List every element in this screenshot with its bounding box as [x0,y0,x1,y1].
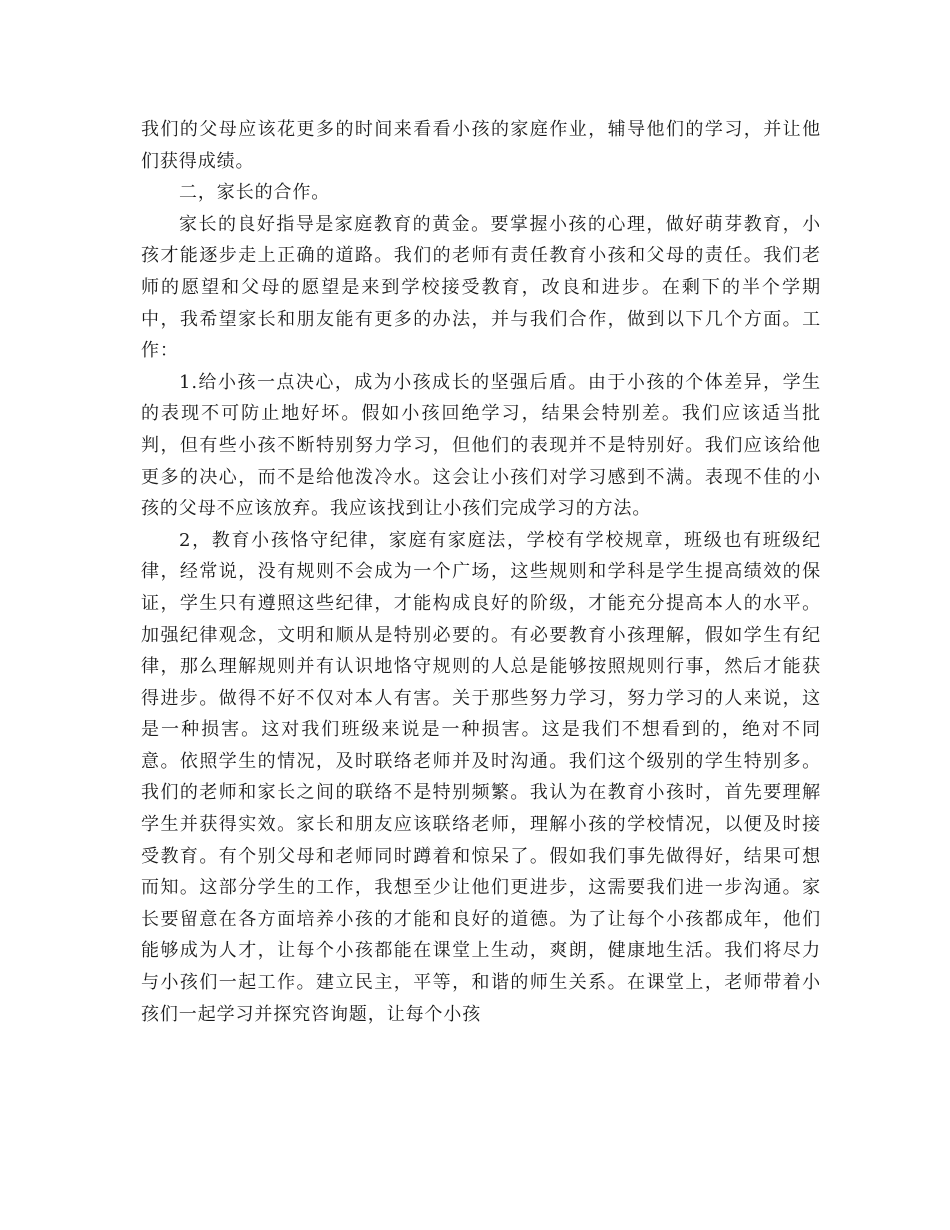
paragraph-item-2: 2，教育小孩恪守纪律，家庭有家庭法，学校有学校规章，班级也有班级纪律，经常说，没有规则不会成为一个广场，这些规则和学科是学生提高绩效的保证，学生只有遵照这些纪律，才能构成良好的阶级，才能充分提高本人的水平。加强纪律观念，文明和顺从是特别必要的。有必要教育小孩理解，假如学生有纪律，那么理解规则并有认识地恪守规则的人总是能够按照规则行事，然后才能获得进步。做得不好不仅对本人有害。关于那些努力学习，努力学习的人来说，这是一种损害。这对我们班级来说是一种损害。这是我们不想看到的，绝对不同意。依照学生的情况，及时联络老师并及时沟通。我们这个级别的学生特别多。我们的老师和家长之间的联络不是特别频繁。我认为在教育小孩时，首先要理解学生并获得实效。家长和朋友应该联络老师，理解小孩的学校情况，以便及时接受教育。有个别父母和老师同时蹲着和惊呆了。假如我们事先做得好，结果可想而知。这部分学生的工作，我想至少让他们更进步，这需要我们进一步沟通。家长要留意在各方面培养小孩的才能和良好的道德。为了让每个小孩都成年，他们能够成为人才，让每个小孩都能在课堂上生动，爽朗，健康地生活。我们将尽力与小孩们一起工作。建立民主，平等，和谐的师生关系。在课堂上，老师带着小孩们一起学习并探究咨询题，让每个小孩 [141,529,821,1025]
paragraph-continuation: 我们的父母应该花更多的时间来看看小孩的家庭作业，辅导他们的学习，并让他们获得成绩。 [141,119,821,172]
section-heading: 二，家长的合作。 [179,182,331,204]
paragraph-item-1: 1.给小孩一点决心，成为小孩成长的坚强后盾。由于小孩的个体差异，学生的表现不可防止地好坏。假如小孩回绝学习，结果会特别差。我们应该适当批判，但有些小孩不断特别努力学习，但他们的表现并不是特别好。我们应该给他更多的决心，而不是给他泼冷水。这会让小孩们对学习感到不满。表现不佳的小孩的父母不应该放弃。我应该找到让小孩们完成学习的方法。 [141,371,821,520]
paragraph-parent-guidance: 家长的良好指导是家庭教育的黄金。要掌握小孩的心理，做好萌芽教育，小孩才能逐步走上正确的道路。我们的老师有责任教育小孩和父母的责任。我们老师的愿望和父母的愿望是来到学校接受教育，改良和进步。在剩下的半个学期中，我希望家长和朋友能有更多的办法，并与我们合作，做到以下几个方面。工作： [141,213,821,362]
document-body [141,114,821,1030]
